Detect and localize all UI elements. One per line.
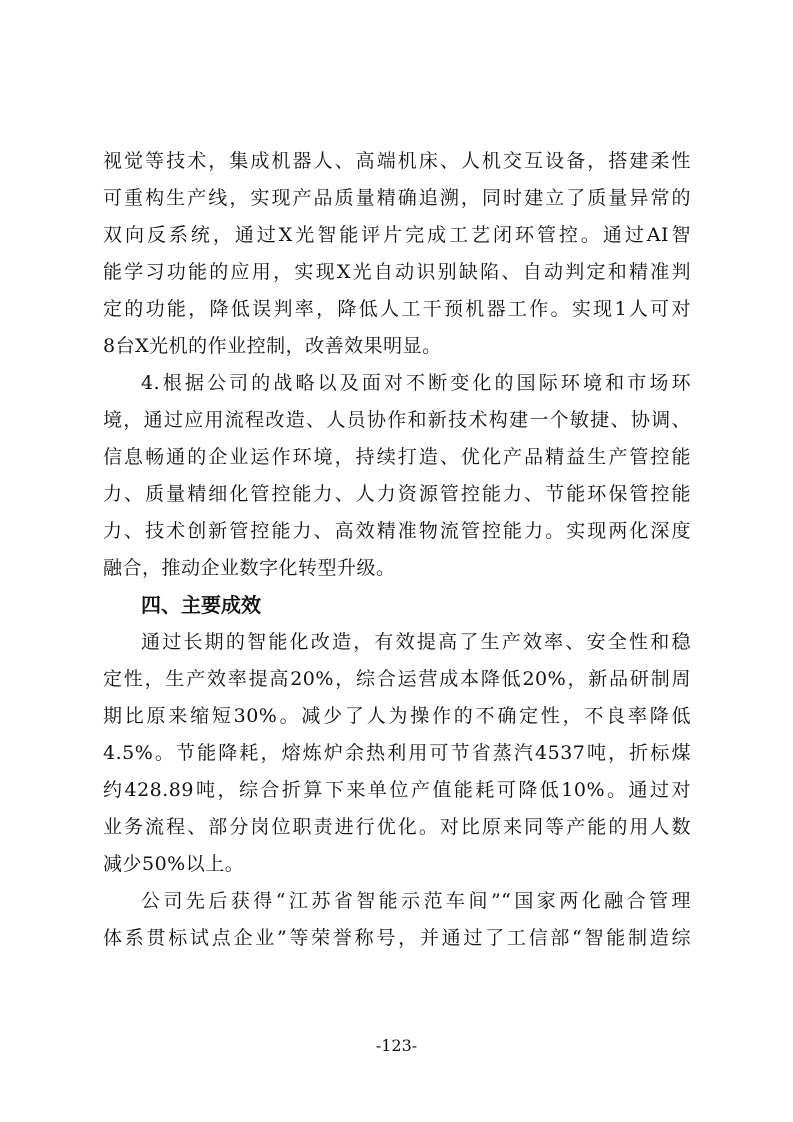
text-line: 境，通过应用流程改造、人员协作和新技术构建一个敏捷、协调、 xyxy=(103,409,691,431)
text-line: 可重构生产线，实现产品质量精确追溯，同时建立了质量异常的 xyxy=(103,187,691,209)
text-line: 力、技术创新管控能力、高效精准物流管控能力。实现两化深度 xyxy=(103,520,691,542)
paragraph-4 xyxy=(103,883,691,957)
text-line: 力、质量精细化管控能力、人力资源管控能力、节能环保管控能 xyxy=(103,483,691,505)
paragraph-3 xyxy=(103,624,691,883)
text-line: 能学习功能的应用，实现X光自动识别缺陷、自动判定和精准判 xyxy=(103,261,691,283)
text-line: 公司先后获得“江苏省智能示范车间”“国家两化融合管理 xyxy=(141,890,691,912)
text-line: 期比原来缩短30%。减少了人为操作的不确定性，不良率降低 xyxy=(103,705,691,727)
text-line: 定性，生产效率提高20%，综合运营成本降低20%，新品研制周 xyxy=(103,668,691,690)
text-line: 约428.89吨，综合折算下来单位产值能耗可降低10%。通过对 xyxy=(103,779,691,801)
text-line: 视觉等技术，集成机器人、高端机床、人机交互设备，搭建柔性 xyxy=(103,150,691,172)
paragraph-2 xyxy=(103,365,691,587)
text-line: 融合，推动企业数字化转型升级。 xyxy=(103,557,396,579)
text-line: 信息畅通的企业运作环境，持续打造、优化产品精益生产管控能 xyxy=(103,446,691,468)
text-line: 8台X光机的作业控制，改善效果明显。 xyxy=(103,335,442,357)
text-line: 体系贯标试点企业”等荣誉称号，并通过了工信部“智能制造综 xyxy=(103,927,691,949)
text-line: 4.根据公司的战略以及面对不断变化的国际环境和市场环 xyxy=(141,372,691,394)
text-line: 定的功能，降低误判率，降低人工干预机器工作。实现1人可对 xyxy=(103,298,691,320)
text-line: 通过长期的智能化改造，有效提高了生产效率、安全性和稳 xyxy=(141,631,691,653)
document-body xyxy=(103,143,691,957)
page-number: -123- xyxy=(375,1036,418,1055)
text-line: 业务流程、部分岗位职责进行优化。对比原来同等产能的用人数 xyxy=(103,816,691,838)
text-line: 4.5%。节能降耗，熔炼炉余热利用可节省蒸汽4537吨，折标煤 xyxy=(103,742,691,764)
text-line: 双向反系统，通过X光智能评片完成工艺闭环管控。通过AI智 xyxy=(103,224,691,246)
text-line: 减少50%以上。 xyxy=(103,853,245,875)
section-heading: 四、主要成效 xyxy=(141,593,261,617)
paragraph-1 xyxy=(103,143,691,365)
